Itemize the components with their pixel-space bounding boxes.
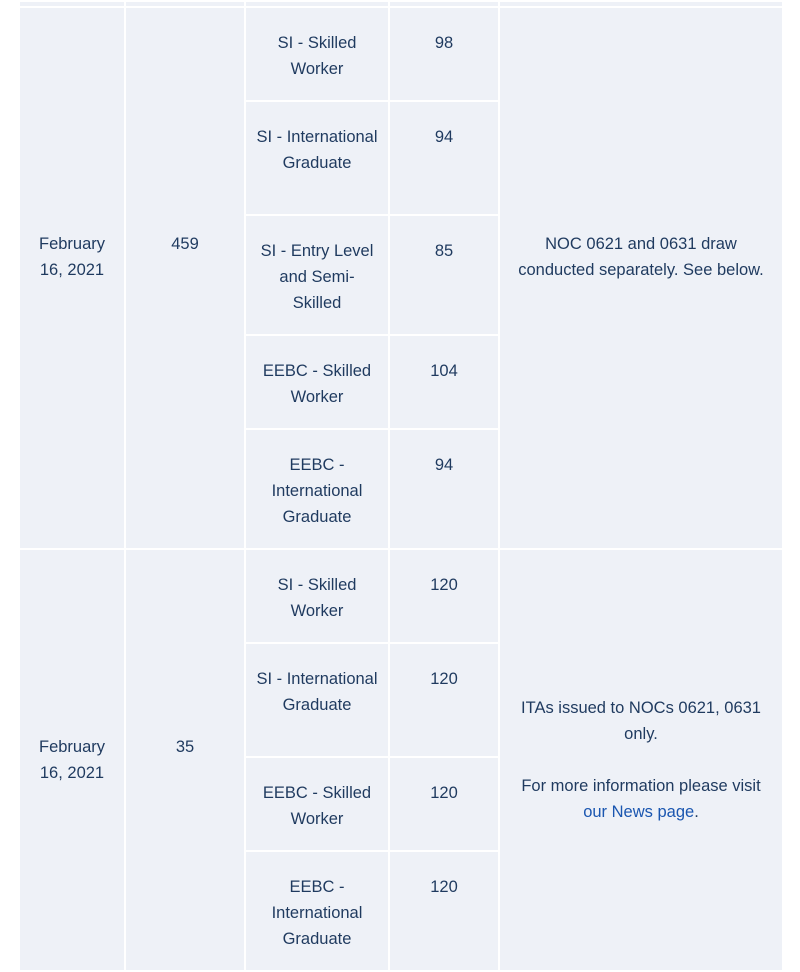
category-name: EEBC - Skilled Worker xyxy=(245,335,389,429)
category-name: SI - Skilled Worker xyxy=(245,549,389,643)
category-score: 98 xyxy=(389,7,499,101)
category-name: SI - Skilled Worker xyxy=(245,7,389,101)
draw-note-line2 xyxy=(510,773,772,825)
category-name: SI - Entry Level and Semi-Skilled xyxy=(245,215,389,335)
category-name: EEBC - International Graduate xyxy=(245,429,389,549)
category-name: EEBC - International Graduate xyxy=(245,851,389,971)
draw-note-line1: ITAs issued to NOCs 0621, 0631 only. xyxy=(521,699,761,743)
draw-note-text: NOC 0621 and 0631 draw conducted separately. See below. xyxy=(518,235,764,279)
category-score: 120 xyxy=(389,549,499,643)
draw-note-line2-suffix: . xyxy=(694,803,699,821)
category-score: 94 xyxy=(389,101,499,215)
draw-note xyxy=(499,549,783,971)
category-score: 104 xyxy=(389,335,499,429)
draws-table-container xyxy=(18,0,782,972)
table-row xyxy=(19,549,783,643)
draw-total: 35 xyxy=(125,549,245,971)
category-score: 120 xyxy=(389,851,499,971)
draw-note-line2-prefix: For more information please visit xyxy=(521,777,761,795)
draw-total: 459 xyxy=(125,7,245,549)
table-row xyxy=(19,7,783,101)
draw-note xyxy=(499,7,783,549)
category-score: 120 xyxy=(389,643,499,757)
draws-table xyxy=(18,0,784,972)
draw-date: February 16, 2021 xyxy=(19,549,125,971)
category-name: SI - International Graduate xyxy=(245,101,389,215)
category-name: EEBC - Skilled Worker xyxy=(245,757,389,851)
category-score: 94 xyxy=(389,429,499,549)
category-score: 85 xyxy=(389,215,499,335)
draw-date: February 16, 2021 xyxy=(19,7,125,549)
category-name: SI - International Graduate xyxy=(245,643,389,757)
news-page-link[interactable]: our News page xyxy=(583,803,695,821)
category-score: 120 xyxy=(389,757,499,851)
